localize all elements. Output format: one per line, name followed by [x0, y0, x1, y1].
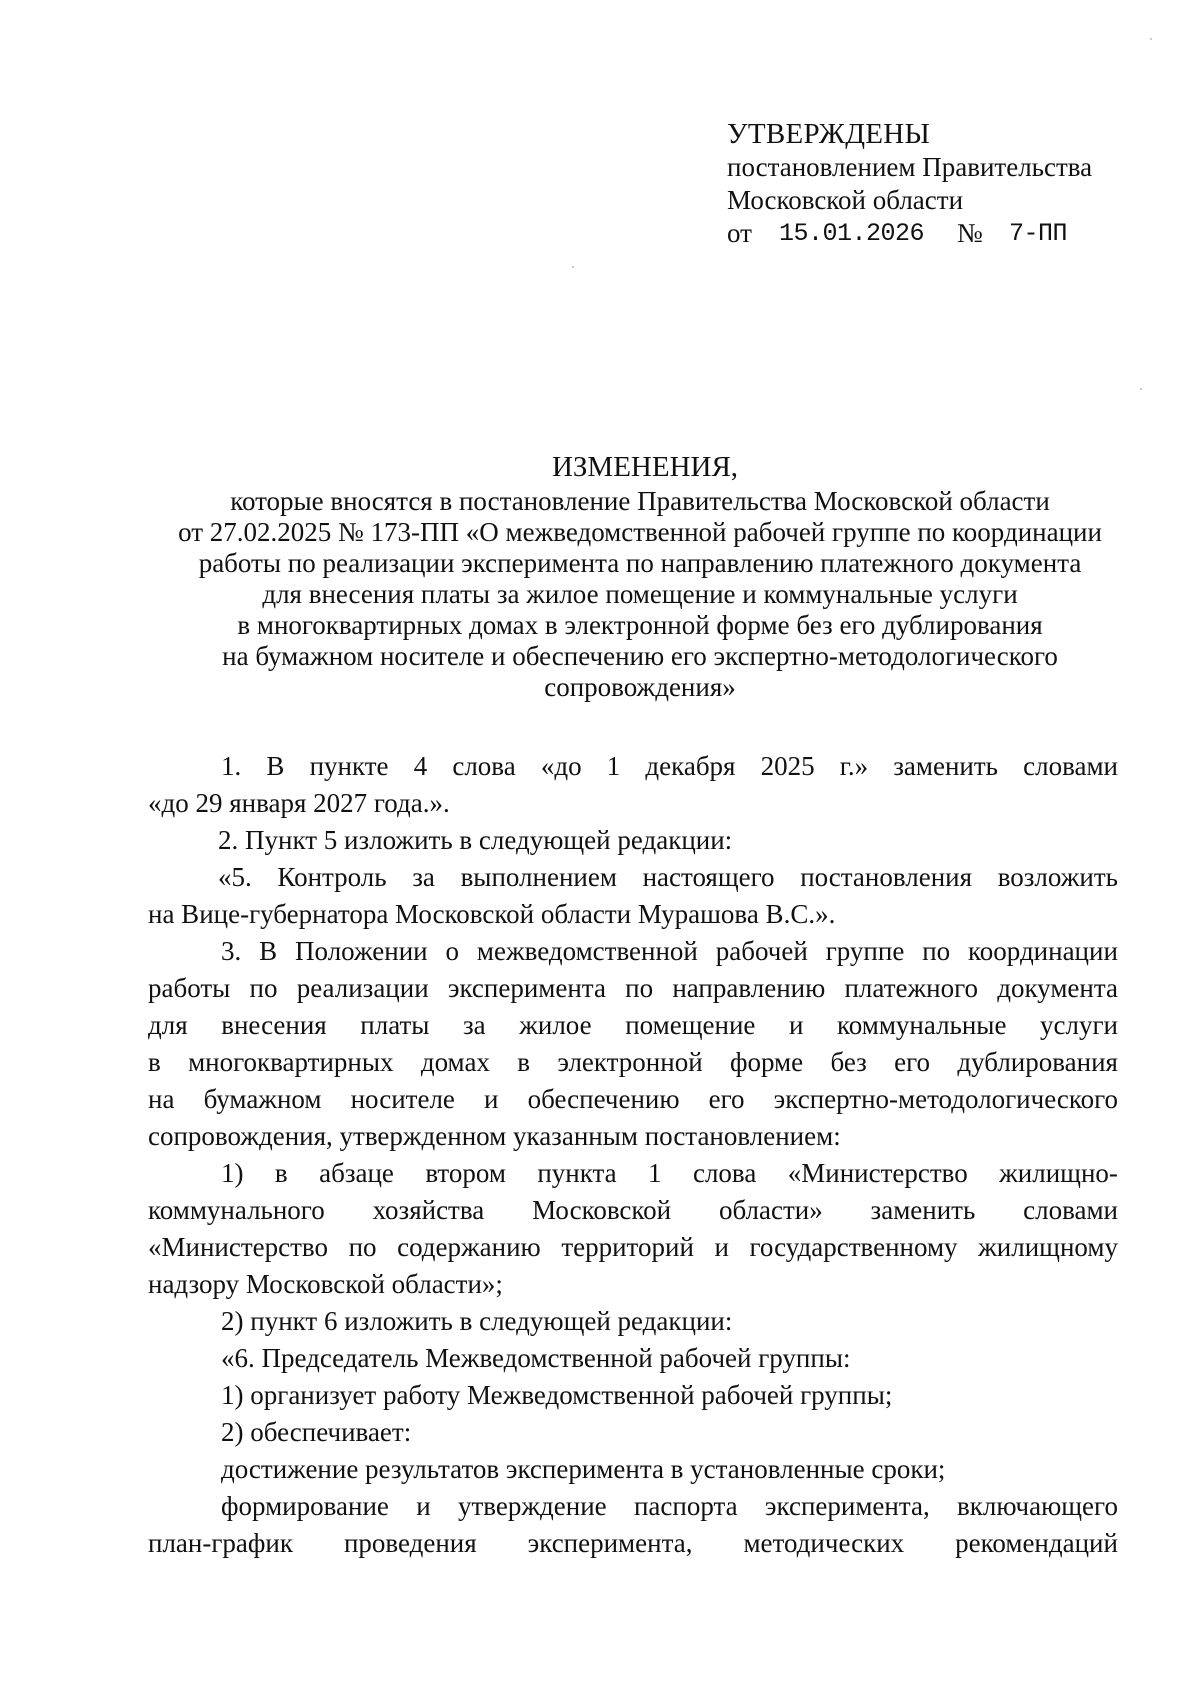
paragraph-7: «6. Председатель Межведомственной рабочей группы:: [221, 1343, 851, 1373]
word: возложить: [997, 862, 1118, 892]
word: В: [266, 751, 285, 781]
word: о: [445, 936, 460, 966]
approval-date-row: [727, 217, 1147, 250]
word: Положении: [295, 936, 428, 966]
scan-speck: [572, 266, 574, 268]
word: области»: [718, 1195, 823, 1225]
paragraph-2: 2. Пункт 5 изложить в следующей редакции:: [218, 825, 733, 855]
word: словами: [1023, 751, 1118, 781]
heading-title: ИЗМЕНЕНИЯ,: [551, 451, 739, 483]
heading-line: работы по реализации эксперимента по направлению платежного документа: [198, 548, 1082, 578]
word: за: [463, 1010, 486, 1040]
word: словами: [1023, 1195, 1118, 1225]
word: В: [259, 936, 278, 966]
word: «Министерство: [148, 1232, 328, 1262]
date-prefix: от: [727, 218, 752, 248]
number-sign: №: [957, 218, 983, 248]
word: внесения: [221, 1010, 327, 1040]
word: 1: [648, 1158, 662, 1188]
word: государственному: [749, 1232, 958, 1262]
word: «5.: [218, 862, 252, 892]
word: многоквартирных: [188, 1047, 394, 1077]
paragraph-3-line: [148, 859, 1118, 896]
word: по: [625, 973, 654, 1003]
word: домах: [420, 1047, 490, 1077]
word: рекомендаций: [955, 1528, 1118, 1558]
word: втором: [425, 1158, 506, 1188]
word: носителе: [350, 1084, 455, 1114]
word: его: [708, 1084, 745, 1114]
word: постановления: [800, 862, 973, 892]
word: и: [788, 1010, 804, 1040]
word: помещение: [625, 1010, 756, 1040]
word: платежного: [844, 973, 978, 1003]
word: утверждение: [458, 1491, 607, 1521]
word: паспорта: [633, 1491, 738, 1521]
word: по: [348, 1232, 377, 1262]
word: для: [148, 1010, 188, 1040]
word: межведомственной: [476, 936, 698, 966]
paragraph-4-line: сопровождения, утвержденном указанным постановлением:: [148, 1121, 841, 1151]
word: план-график: [148, 1528, 293, 1558]
word: коммунальные: [837, 1010, 1007, 1040]
paragraph-9: 2) обеспечивает:: [221, 1417, 412, 1447]
word: услуги: [1040, 1010, 1118, 1040]
paragraph-5-line: [148, 1192, 1118, 1229]
word: и: [484, 1084, 499, 1114]
word: пункта: [537, 1158, 617, 1188]
word: жилое: [519, 1010, 592, 1040]
approval-line: постановлением Правительства: [727, 152, 1093, 182]
word: 1.: [221, 751, 242, 781]
word: Контроль: [277, 862, 387, 892]
paragraph-4-line: [148, 933, 1118, 970]
word: 1): [221, 1158, 244, 1188]
heading-line: на бумажном носителе и обеспечению его экспертно-методологического: [222, 641, 1058, 671]
word: пункте: [309, 751, 389, 781]
word: эксперимента,: [527, 1528, 693, 1558]
word: жилищно-: [999, 1158, 1118, 1188]
paragraph-4-line: [148, 1081, 1118, 1118]
paragraph-3-line: на Вице-губернатора Московской области Мурашова В.С.».: [148, 899, 836, 929]
word: коммунального: [148, 1195, 325, 1225]
word: документа: [997, 973, 1118, 1003]
word: выполнением: [460, 862, 617, 892]
word: содержанию: [397, 1232, 541, 1262]
word: г.»: [839, 751, 869, 781]
word: его: [894, 1047, 931, 1077]
word: без: [830, 1047, 867, 1077]
word: 3.: [221, 936, 242, 966]
word: форме: [729, 1047, 804, 1077]
word: и: [416, 1491, 431, 1521]
word: слова: [692, 1158, 757, 1188]
approval-number: 7-ПП: [1009, 219, 1068, 248]
word: настоящего: [642, 862, 775, 892]
word: заменить: [870, 1195, 976, 1225]
approval-date: 15.01.2026: [779, 219, 925, 248]
scan-speck: [1150, 38, 1152, 40]
word: 1: [606, 751, 621, 781]
word: проведения: [343, 1528, 477, 1558]
paragraph-4-line: [148, 970, 1118, 1007]
paragraph-5-line: [148, 1155, 1118, 1192]
word: «Министерство: [787, 1158, 968, 1188]
word: 2025: [760, 751, 815, 781]
word: по: [922, 936, 951, 966]
paragraph-5-line: надзору Московской области»;: [148, 1269, 503, 1299]
word: эксперимента: [447, 973, 606, 1003]
word: 4: [413, 751, 428, 781]
heading-line: которые вносятся в постановление Правительства Московской области: [230, 486, 1050, 516]
heading-line: в многоквартирных домах в электронной форме без его дублирования: [237, 610, 1043, 640]
word: бумажном: [203, 1084, 322, 1114]
word: за: [412, 862, 435, 892]
paragraph-11-line: [148, 1488, 1118, 1525]
word: группе: [825, 936, 905, 966]
word: обеспечению: [527, 1084, 680, 1114]
paragraph-11-line: [148, 1525, 1118, 1562]
word: методических: [743, 1528, 905, 1558]
word: включающего: [957, 1491, 1118, 1521]
document-heading: [150, 452, 1130, 703]
paragraph-5-line: [148, 1229, 1118, 1266]
word: платы: [360, 1010, 430, 1040]
word: в: [148, 1047, 161, 1077]
heading-line: сопровождения»: [544, 672, 736, 702]
heading-line: для внесения платы за жилое помещение и коммунальные услуги: [262, 579, 1018, 609]
word: слова: [452, 751, 516, 781]
paragraph-10: достижение результатов эксперимента в установленные сроки;: [221, 1454, 946, 1484]
word: направлению: [672, 973, 826, 1003]
word: хозяйства: [372, 1195, 485, 1225]
paragraph-4-line: [148, 1007, 1118, 1044]
paragraph-6: 2) пункт 6 изложить в следующей редакции:: [221, 1306, 733, 1336]
document-body: [148, 748, 1118, 1562]
paragraph-4-line: [148, 1044, 1118, 1081]
word: по: [249, 973, 278, 1003]
approval-line: Московской области: [727, 185, 964, 215]
paragraph-1-line: [148, 748, 1118, 785]
word: жилищному: [978, 1232, 1118, 1262]
word: эксперимента,: [764, 1491, 930, 1521]
paragraph-8: 1) организует работу Межведомственной рабочей группы;: [221, 1380, 893, 1410]
word: «до: [540, 751, 582, 781]
word: реализации: [296, 973, 429, 1003]
word: экспертно-методологического: [773, 1084, 1118, 1114]
word: в: [274, 1158, 288, 1188]
approval-block: [727, 118, 1147, 250]
word: декабря: [645, 751, 736, 781]
heading-line: от 27.02.2025 № 173-ПП «О межведомственной рабочей группе по координации: [178, 517, 1102, 547]
scan-speck: [1140, 388, 1142, 390]
word: рабочей: [715, 936, 808, 966]
word: работы: [148, 973, 231, 1003]
word: координации: [968, 936, 1118, 966]
word: заменить: [893, 751, 998, 781]
word: Московской: [532, 1195, 672, 1225]
paragraph-1-line: «до 29 января 2027 года.».: [148, 788, 450, 818]
approval-title: УТВЕРЖДЕНЫ: [727, 118, 931, 150]
word: и: [714, 1232, 729, 1262]
word: территорий: [561, 1232, 694, 1262]
word: дублирования: [957, 1047, 1118, 1077]
word: электронной: [557, 1047, 703, 1077]
word: на: [148, 1084, 175, 1114]
word: абзаце: [319, 1158, 394, 1188]
word: формирование: [221, 1491, 389, 1521]
word: в: [517, 1047, 531, 1077]
